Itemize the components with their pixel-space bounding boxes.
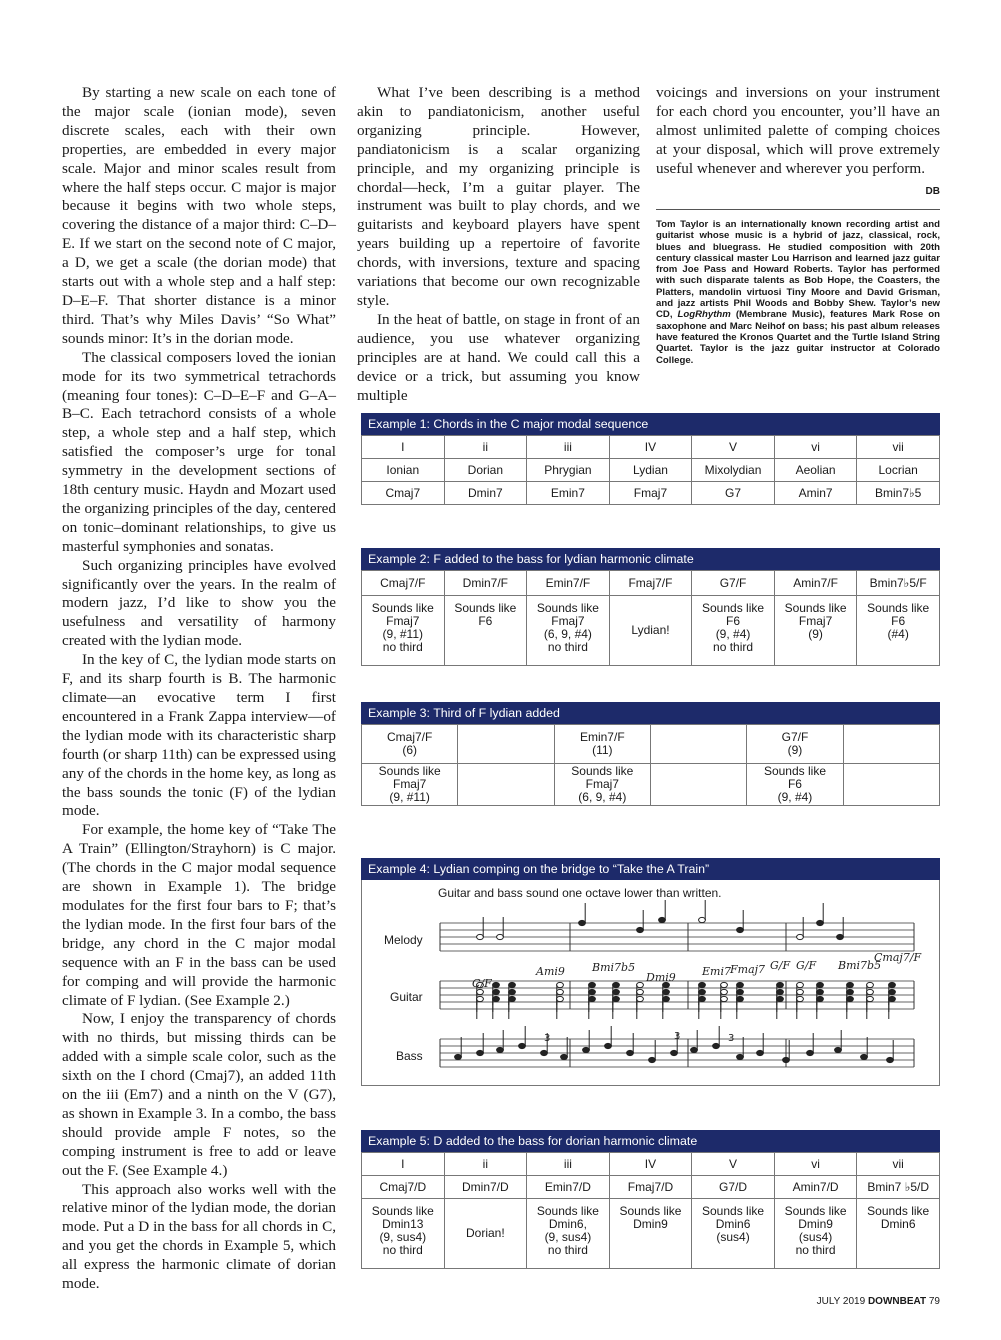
table-cell: Ionian bbox=[362, 459, 445, 482]
example-3-title: Example 3: Third of F lydian added bbox=[361, 702, 940, 724]
note-head bbox=[493, 989, 500, 994]
note-head bbox=[589, 989, 596, 994]
paragraph: The classical composers loved the ionian mode for its two symmetrical tetrachords (meaning four tones): C–D–E–F and G–A–B–C. Each tetrachord consists of a whole step, a whole step and a half step, which satisfied the composer’s urge for tonal symmetry in the development sections of 18th century music. Haydn and Mozart used the organizing principles of the day, centered on tonic–dominant relationships, to give us masterful symphonies and sonatas. bbox=[62, 348, 336, 555]
note-head bbox=[721, 996, 728, 1001]
cell-line: Sounds like bbox=[371, 1204, 434, 1218]
table-cell: Emin7/D bbox=[527, 1176, 610, 1199]
note-head bbox=[817, 920, 824, 925]
table-cell bbox=[458, 764, 554, 806]
paragraph: By starting a new scale on each tone of the major scale (ionian mode), seven discrete scales, each with their own properties, are embedded in every major scale. Major and minor scales result from where the half steps occur. C major is major because it begins with two whole steps, covering the distance of a major third: C–D–E. If we start on the second note of C major, a D, we get a scale (the dorian mode) that starts out with a whole step and a half step: D–E–F. That shorter distance is a minor third. That’s why Miles Davis’ “So What” sounds minor: It’s in the dorian mode. bbox=[62, 84, 336, 347]
table-cell bbox=[650, 764, 746, 806]
note-head bbox=[519, 1043, 526, 1048]
chord-symbol: C/F bbox=[472, 977, 492, 990]
note-head bbox=[477, 934, 484, 939]
cell-line: (6) bbox=[402, 743, 417, 757]
table-cell: vi bbox=[774, 1153, 857, 1176]
cell-line: Sounds like bbox=[571, 764, 634, 778]
table-cell: G7 bbox=[692, 482, 775, 505]
table-cell: Dorian bbox=[444, 459, 527, 482]
staff-label-melody: Melody bbox=[384, 933, 423, 947]
note-head bbox=[867, 982, 874, 987]
cell-line: no third bbox=[547, 640, 588, 654]
table-cell: ii bbox=[444, 436, 527, 459]
note-head bbox=[807, 1050, 814, 1055]
table-cell: IV bbox=[609, 436, 692, 459]
table-cell bbox=[444, 1199, 527, 1269]
table-cell: I bbox=[362, 1153, 445, 1176]
table-cell: I bbox=[362, 436, 445, 459]
note-head bbox=[867, 989, 874, 994]
table-cell: Bmin7♭5/F bbox=[857, 571, 940, 596]
cell-line: (9, #4) bbox=[777, 790, 813, 804]
table-cell: vii bbox=[857, 436, 940, 459]
note-head bbox=[659, 917, 666, 922]
note-head bbox=[477, 996, 484, 1001]
note-head bbox=[737, 1054, 744, 1059]
cell-line: Dmin9 bbox=[798, 1217, 833, 1231]
cell-line: Sounds like bbox=[867, 1204, 930, 1218]
cell-line: F6 bbox=[478, 614, 493, 628]
chord-table bbox=[361, 724, 940, 806]
table-cell bbox=[444, 596, 527, 666]
cell-line: F6 bbox=[726, 614, 741, 628]
bio-text: Tom Taylor is an internationally known recording artist and guitarist whose music is a hybrid of jazz, classical, rock, blues and bluegrass. He studied composition with 20th century classical master Lou Harrison and learned jazz guitar from Joe Pass and Howard Roberts. Taylor has performed with such disparate talents as Bob Hope, the Coasters, the Platters, mandolin virtuosi Tiny Moore and David Grisman, and jazz artists Phil Woods and Bobby Shew. Taylor’s new CD, bbox=[656, 219, 940, 321]
note-head bbox=[541, 1050, 548, 1055]
chord-symbol: G/F bbox=[770, 959, 791, 972]
table-cell: Dmin7/D bbox=[444, 1176, 527, 1199]
note-head bbox=[777, 996, 784, 1001]
table-cell: Bmin7♭5 bbox=[857, 482, 940, 505]
note-head bbox=[777, 982, 784, 987]
note-head bbox=[627, 1050, 634, 1055]
table-cell: V bbox=[692, 1153, 775, 1176]
example-4-title: Example 4: Lydian comping on the bridge to “Take the A Train” bbox=[361, 858, 940, 880]
table-cell bbox=[692, 1199, 775, 1269]
table-cell: Phrygian bbox=[527, 459, 610, 482]
table-cell bbox=[362, 764, 458, 806]
cell-line: Fmaj7 bbox=[392, 777, 427, 791]
note-head bbox=[671, 1050, 678, 1055]
table-cell bbox=[843, 725, 939, 764]
table-cell bbox=[774, 596, 857, 666]
example-2-title: Example 2: F added to the bass for lydian harmonic climate bbox=[361, 548, 940, 570]
music-score bbox=[440, 909, 922, 1081]
note-head bbox=[583, 1047, 590, 1052]
note-head bbox=[797, 982, 804, 987]
example-5-table bbox=[361, 1130, 940, 1269]
note-head bbox=[887, 1057, 894, 1062]
table-cell: Amin7/D bbox=[774, 1176, 857, 1199]
article-column-1 bbox=[62, 84, 336, 1294]
table-cell: iii bbox=[527, 436, 610, 459]
note-head bbox=[557, 996, 564, 1001]
note-head bbox=[797, 996, 804, 1001]
bio-album-title: LogRhythm bbox=[677, 309, 731, 321]
cell-line: Sounds like bbox=[619, 1204, 682, 1218]
bio-text: (Membrane Music), features Mark Rose on saxophone and Marc Neihof on bass; his past album releases have featured the Kronos Quartet and the Turtle Island String Quartet. Taylor is the jazz guitar instructor at Colorado College. bbox=[656, 309, 940, 366]
example-5-title: Example 5: D added to the bass for dorian harmonic climate bbox=[361, 1130, 940, 1152]
table-cell: G7/D bbox=[692, 1176, 775, 1199]
note-head bbox=[737, 996, 744, 1001]
paragraph: Now, I enjoy the transparency of chords with no thirds, but missing thirds can be added with a simple scale color, such as the sixth on the I chord (Cmaj7), an added 11th on the iii (Em7) and a ninth on the V (G7), as shown in Example 3. In a combo, the bass should provide ample F notes, so the comping instrument is free to add or leave out the F. (See Example 4.) bbox=[62, 1010, 336, 1179]
cell-line: Dmin6 bbox=[715, 1217, 751, 1231]
note-head bbox=[637, 989, 644, 994]
note-head bbox=[477, 989, 484, 994]
article-column-3 bbox=[656, 84, 940, 201]
example-2-table bbox=[361, 548, 940, 666]
table-cell bbox=[362, 596, 445, 666]
paragraph: Such organizing principles have evolved significantly over the years. In the realm of modern jazz, I’d like to show you the usefulness and versatility of harmony created with the lydian mode. bbox=[62, 556, 336, 650]
cell-line: Dmin6 bbox=[880, 1217, 916, 1231]
table-cell: Mixolydian bbox=[692, 459, 775, 482]
note-head bbox=[837, 934, 844, 939]
table-cell: Fmaj7/D bbox=[609, 1176, 692, 1199]
issue-date: JULY 2019 bbox=[816, 1296, 866, 1307]
note-head bbox=[509, 982, 516, 987]
cell-line: Sounds like bbox=[371, 601, 434, 615]
note-head bbox=[557, 989, 564, 994]
example-4-notation bbox=[361, 858, 940, 1086]
table-cell bbox=[692, 596, 775, 666]
cell-line: no third bbox=[547, 1243, 588, 1257]
chord-symbol: Dmi9 bbox=[646, 971, 676, 984]
note-head bbox=[477, 1050, 484, 1055]
table-cell: G7/F bbox=[692, 571, 775, 596]
page-number: 79 bbox=[928, 1296, 940, 1307]
cell-line: (9) bbox=[808, 627, 823, 641]
cell-line: Cmaj7/F bbox=[386, 730, 433, 744]
table-cell: Cmaj7/D bbox=[362, 1176, 445, 1199]
note-head bbox=[861, 1054, 868, 1059]
chord-symbol: Cmaj7/F bbox=[874, 951, 922, 964]
cell-line: Fmaj7 bbox=[585, 777, 619, 791]
example-3-table bbox=[361, 702, 940, 806]
note-head bbox=[889, 989, 896, 994]
cell-line: Dmin6, bbox=[548, 1217, 587, 1231]
cell-line: Dmin13 bbox=[382, 1217, 424, 1231]
cell-line: (sus4) bbox=[716, 1230, 750, 1244]
signoff: DB bbox=[925, 185, 940, 197]
cell-line: Emin7/F bbox=[579, 730, 625, 744]
note-head bbox=[649, 1057, 656, 1062]
table-cell: Cmaj7 bbox=[362, 482, 445, 505]
chord-table bbox=[361, 435, 940, 505]
note-head bbox=[713, 1043, 720, 1048]
note-head bbox=[561, 1054, 568, 1059]
example-1-title: Example 1: Chords in the C major modal sequence bbox=[361, 413, 940, 435]
cell-line: Fmaj7 bbox=[386, 614, 420, 628]
paragraph: What I’ve been describing is a method akin to pandiatonicism, another useful organizing principle. However, pandiatonicism is a scalar organizing principle, and my organizing principle is chordal—heck, I’m a guitar player. The instrument was built to play chords, and we guitarists and keyboard players have spent years building up a repertoire of favorite chords, with inversions, texture and spacing variations that become our own recognizable style. bbox=[357, 84, 640, 309]
cell-line: Sounds like bbox=[867, 601, 930, 615]
note-head bbox=[699, 996, 706, 1001]
staff-label-guitar: Guitar bbox=[390, 990, 423, 1004]
note-head bbox=[589, 996, 596, 1001]
table-cell: Fmaj7 bbox=[609, 482, 692, 505]
note-head bbox=[497, 934, 504, 939]
cell-line: F6 bbox=[787, 777, 802, 791]
note-head bbox=[721, 989, 728, 994]
note-head bbox=[613, 996, 620, 1001]
note-head bbox=[455, 1054, 462, 1059]
note-head bbox=[699, 917, 706, 922]
note-head bbox=[835, 1047, 842, 1052]
cell-line: (#4) bbox=[887, 627, 909, 641]
cell-line: Sounds like bbox=[784, 1204, 847, 1218]
table-cell bbox=[362, 1199, 445, 1269]
table-cell: V bbox=[692, 436, 775, 459]
table-cell bbox=[857, 596, 940, 666]
cell-line: (9, sus4) bbox=[544, 1230, 592, 1244]
chord-table bbox=[361, 1152, 940, 1269]
note-head bbox=[699, 982, 706, 987]
article-column-2 bbox=[357, 84, 640, 405]
table-cell: vii bbox=[857, 1153, 940, 1176]
note-head bbox=[637, 996, 644, 1001]
note-head bbox=[589, 982, 596, 987]
table-cell bbox=[554, 764, 650, 806]
cell-line: no third bbox=[382, 1243, 423, 1257]
note-head bbox=[613, 982, 620, 987]
note-head bbox=[579, 920, 586, 925]
note-head bbox=[847, 982, 854, 987]
cell-line: Sounds like bbox=[763, 764, 826, 778]
table-cell: Amin7 bbox=[774, 482, 857, 505]
chord-symbol: Bmi7b5 bbox=[592, 961, 636, 974]
note-head bbox=[757, 1050, 764, 1055]
note-head bbox=[783, 1057, 790, 1062]
table-cell bbox=[362, 725, 458, 764]
table-cell: Fmaj7/F bbox=[609, 571, 692, 596]
paragraph: In the key of C, the lydian mode starts on F, and its sharp fourth is B. The harmonic climate—an evocative term I first encountered in a Frank Zappa interview—of the lydian mode with its characteristic sharp fourth (or sharp 11th) can be expressed using any of the chords in the home key, as long as the bass sounds the tonic (F) of the lydian mode. bbox=[62, 651, 336, 820]
cell-line: Sounds like bbox=[536, 601, 599, 615]
note-head bbox=[691, 1047, 698, 1052]
note-head bbox=[663, 989, 670, 994]
paragraph: In the heat of battle, on stage in front of an audience, you use whatever organizing principles are at hand. We could call this a device or a trick, but assuming you know multiple bbox=[357, 310, 640, 404]
table-cell: Emin7/F bbox=[527, 571, 610, 596]
cell-line: Sounds like bbox=[784, 601, 847, 615]
table-cell: Cmaj7/F bbox=[362, 571, 445, 596]
cell-line: G7/F bbox=[781, 730, 809, 744]
cell-line: Fmaj7 bbox=[798, 614, 833, 628]
table-cell: iii bbox=[527, 1153, 610, 1176]
table-cell bbox=[774, 1199, 857, 1269]
table-cell bbox=[609, 596, 692, 666]
cell-line: (9, sus4) bbox=[379, 1230, 427, 1244]
table-cell bbox=[650, 725, 746, 764]
triplet-mark: 3 bbox=[544, 1033, 551, 1044]
cell-line: Dmin9 bbox=[633, 1217, 668, 1231]
note-head bbox=[777, 989, 784, 994]
note-head bbox=[663, 996, 670, 1001]
cell-line: Dorian! bbox=[466, 1225, 505, 1240]
page-footer bbox=[800, 1296, 940, 1307]
cell-line: Lydian! bbox=[631, 622, 670, 637]
cell-line: (6, 9, #4) bbox=[578, 790, 627, 804]
table-cell: IV bbox=[609, 1153, 692, 1176]
note-head bbox=[797, 989, 804, 994]
note-head bbox=[867, 996, 874, 1001]
note-head bbox=[817, 982, 824, 987]
cell-line: (6, 9, #4) bbox=[543, 627, 592, 641]
note-head bbox=[637, 982, 644, 987]
author-bio bbox=[656, 219, 940, 366]
note-head bbox=[797, 934, 804, 939]
table-cell: Dmin7/F bbox=[444, 571, 527, 596]
table-cell: Locrian bbox=[857, 459, 940, 482]
cell-line: no third bbox=[795, 1243, 836, 1257]
note-head bbox=[817, 996, 824, 1001]
cell-line: F6 bbox=[891, 614, 906, 628]
cell-line: (9, #11) bbox=[382, 627, 424, 641]
note-head bbox=[605, 1043, 612, 1048]
table-cell: vi bbox=[774, 436, 857, 459]
cell-line: Sounds like bbox=[378, 764, 441, 778]
paragraph: voicings and inversions on your instrument for each chord you encounter, you’ll have an almost unlimited palette of comping choices at your disposal, which will prove extremely useful whenever and wherever you perform. bbox=[656, 84, 940, 177]
table-cell bbox=[458, 725, 554, 764]
chord-symbol: G/F bbox=[796, 959, 817, 972]
note-head bbox=[737, 982, 744, 987]
note-head bbox=[509, 996, 516, 1001]
cell-line: (9) bbox=[787, 743, 803, 757]
note-head bbox=[493, 982, 500, 987]
divider bbox=[656, 209, 940, 210]
table-cell bbox=[747, 764, 843, 806]
chord-symbol: Fmaj7 bbox=[730, 963, 766, 976]
staff-label-bass: Bass bbox=[396, 1049, 423, 1063]
chord-symbol: Emi7 bbox=[702, 965, 731, 978]
note-head bbox=[721, 982, 728, 987]
table-cell: Dmin7 bbox=[444, 482, 527, 505]
cell-line: no third bbox=[382, 640, 423, 654]
table-cell: Amin7/F bbox=[774, 571, 857, 596]
table-cell bbox=[554, 725, 650, 764]
paragraph: This approach also works well with the relative minor of the lydian mode, the dorian mode. Put a D in the bass for all chords in C, and you get the chords in Example 5, which all express the harmonic climate of dorian mode. bbox=[62, 1180, 336, 1293]
cell-line: Sounds like bbox=[536, 1204, 599, 1218]
table-cell: Aeolian bbox=[774, 459, 857, 482]
table-cell: Bmin7 ♭5/D bbox=[857, 1176, 940, 1199]
table-cell bbox=[843, 764, 939, 806]
notation-note: Guitar and bass sound one octave lower than written. bbox=[438, 886, 722, 900]
table-cell bbox=[857, 1199, 940, 1269]
note-head bbox=[699, 989, 706, 994]
table-cell: ii bbox=[444, 1153, 527, 1176]
paragraph: For example, the home key of “Take The A Train” (Ellington/Strayhorn) is C major. (The chords in the C major modal sequence are shown in Example 1). The bridge modulates for the first four bars to F; that’s the lydian mode. In the first four bars of the bridge, any chord in the C major modal sequence with an F in the bass can be used for comping and will provide the harmonic climate of F lydian. (See Example 2.) bbox=[62, 821, 336, 1009]
example-1-table bbox=[361, 413, 940, 505]
table-cell: Lydian bbox=[609, 459, 692, 482]
note-head bbox=[493, 996, 500, 1001]
table-cell bbox=[527, 1199, 610, 1269]
cell-line: Fmaj7 bbox=[551, 614, 585, 628]
note-head bbox=[557, 982, 564, 987]
chord-symbol: Bmi7b5 bbox=[838, 959, 882, 972]
cell-line: Sounds like bbox=[702, 1204, 765, 1218]
note-head bbox=[737, 989, 744, 994]
note-head bbox=[889, 982, 896, 987]
note-head bbox=[847, 996, 854, 1001]
table-cell bbox=[747, 725, 843, 764]
table-cell bbox=[609, 1199, 692, 1269]
cell-line: (9, #4) bbox=[715, 627, 751, 641]
note-head bbox=[637, 927, 644, 932]
note-head bbox=[509, 989, 516, 994]
table-cell: Emin7 bbox=[527, 482, 610, 505]
cell-line: (sus4) bbox=[798, 1230, 833, 1244]
cell-line: Sounds like bbox=[702, 601, 765, 615]
note-head bbox=[847, 989, 854, 994]
triplet-mark: 3 bbox=[728, 1033, 735, 1044]
note-head bbox=[817, 989, 824, 994]
triplet-mark: 3 bbox=[674, 1031, 681, 1042]
note-head bbox=[889, 996, 896, 1001]
table-cell bbox=[527, 596, 610, 666]
note-head bbox=[497, 1047, 504, 1052]
note-head bbox=[613, 989, 620, 994]
note-head bbox=[737, 927, 744, 932]
cell-line: Sounds like bbox=[454, 601, 517, 615]
cell-line: (11) bbox=[592, 743, 613, 757]
cell-line: no third bbox=[713, 640, 754, 654]
magazine-name: DOWNBEAT bbox=[867, 1296, 927, 1307]
cell-line: (9, #11) bbox=[389, 790, 430, 804]
chord-symbol: Ami9 bbox=[536, 965, 565, 978]
chord-table bbox=[361, 570, 940, 666]
